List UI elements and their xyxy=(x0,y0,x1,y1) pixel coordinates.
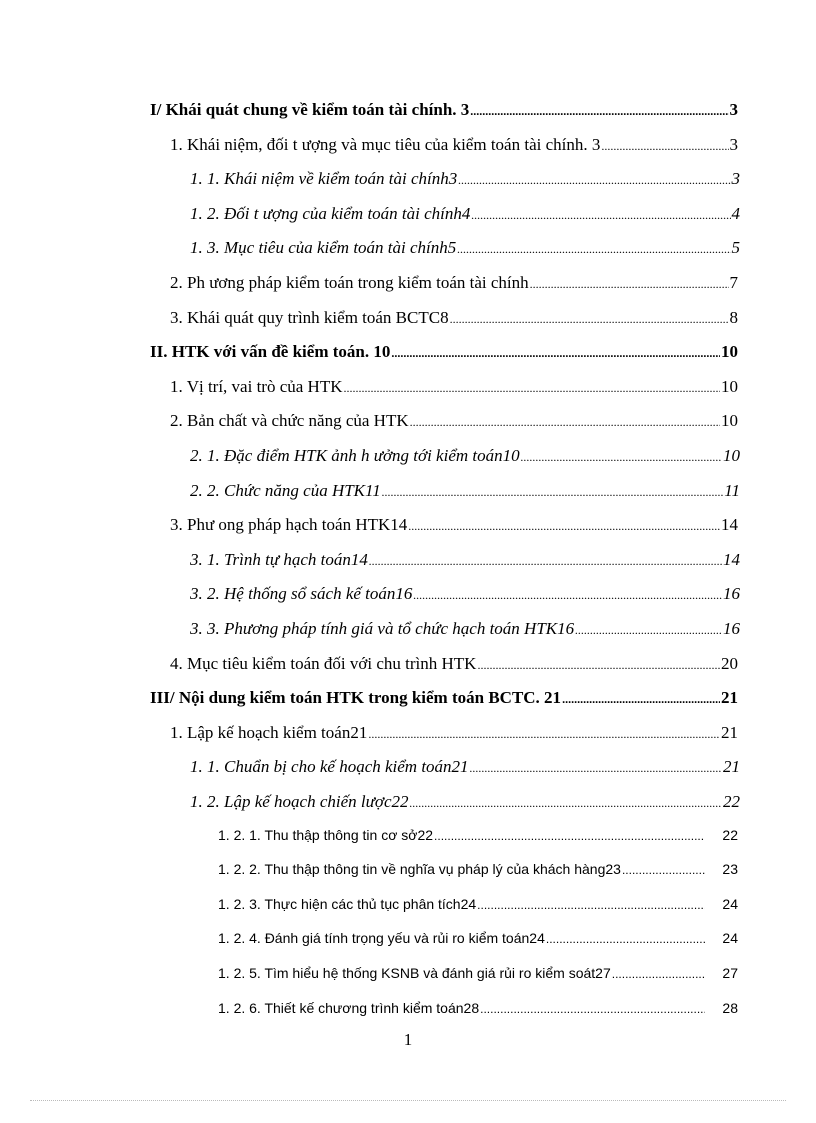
toc-entry-label: 1. 3. Mục tiêu của kiểm toán tài chính5 xyxy=(190,238,457,258)
toc-entry-label: I/ Khái quát chung về kiểm toán tài chính. 3 xyxy=(150,100,470,119)
toc-entry[interactable] xyxy=(170,308,738,328)
toc-entry[interactable] xyxy=(190,238,740,258)
toc-entry[interactable] xyxy=(190,584,740,604)
toc-entry-label: 1. Khái niệm, đối t ượng và mục tiêu của kiểm toán tài chính. 3 xyxy=(170,134,601,154)
toc-entry[interactable] xyxy=(170,273,738,293)
toc-dot-leader xyxy=(408,516,720,533)
toc-entry-label: 1. 2. 2. Thu thập thông tin về nghĩa vụ pháp lý của khách hàng23 xyxy=(218,861,621,878)
toc-entry-label: 3. 3. Phương pháp tính giá và tổ chức hạch toán HTK16 xyxy=(190,619,575,638)
toc-entry-page: 21 xyxy=(723,757,740,777)
toc-entry-page: 10 xyxy=(721,376,738,396)
toc-entry-label: 3. 1. Trình tự hạch toán14 xyxy=(190,549,368,569)
toc-entry-page: 14 xyxy=(723,549,740,569)
toc-entry-label: 1. 1. Khái niệm về kiểm toán tài chính3 xyxy=(190,169,458,189)
toc-dot-leader xyxy=(521,447,722,464)
toc-dot-leader xyxy=(450,309,729,326)
toc-entry[interactable] xyxy=(150,100,738,120)
toc-entry-label: 2. Bản chất và chức năng của HTK xyxy=(170,411,409,431)
toc-dot-leader xyxy=(546,931,706,945)
toc-entry[interactable] xyxy=(218,896,738,912)
toc-dot-leader xyxy=(562,689,720,706)
page-number: 1 xyxy=(403,1030,413,1049)
toc-entry[interactable] xyxy=(218,861,738,877)
toc-entry[interactable] xyxy=(190,169,740,189)
toc-entry[interactable] xyxy=(150,688,738,708)
toc-entry[interactable] xyxy=(150,342,738,362)
toc-entry[interactable] xyxy=(170,515,738,535)
toc-entry[interactable] xyxy=(190,757,740,777)
toc-entry-page: 22 xyxy=(723,792,740,811)
toc-entry-label: 1. 2. 5. Tìm hiểu hệ thống KSNB và đánh giá rủi ro kiểm soát27 xyxy=(218,965,611,981)
toc-entry-page: 27 xyxy=(722,965,738,981)
toc-entry-label: 1. 2. Lập kế hoạch chiến lược22 xyxy=(190,792,409,811)
toc-entry-page: 7 xyxy=(729,273,738,292)
toc-entry-page: 10 xyxy=(721,411,738,431)
toc-dot-leader xyxy=(410,412,720,429)
toc-entry[interactable] xyxy=(170,135,738,155)
toc-dot-leader xyxy=(458,170,730,187)
toc-dot-leader xyxy=(457,239,730,256)
toc-entry[interactable] xyxy=(218,930,738,946)
toc-dot-leader xyxy=(480,1001,705,1015)
toc-entry-label: 1. Vị trí, vai trò của HTK xyxy=(170,376,343,396)
toc-entry[interactable] xyxy=(190,446,740,466)
toc-entry-label: 1. Lập kế hoạch kiểm toán21 xyxy=(170,722,368,742)
toc-dot-leader xyxy=(343,378,720,395)
toc-entry-page: 8 xyxy=(729,307,738,327)
toc-dot-leader xyxy=(575,620,722,637)
toc-entry-label: II. HTK với vấn đề kiểm toán. 10 xyxy=(150,342,391,362)
toc-entry-label: 3. Phư ong pháp hạch toán HTK14 xyxy=(170,515,408,535)
toc-entry[interactable] xyxy=(170,411,738,431)
toc-dot-leader xyxy=(391,343,720,360)
toc-entry[interactable] xyxy=(170,723,738,743)
toc-entry-label: 1. 2. Đối t ượng của kiểm toán tài chính4 xyxy=(190,203,471,223)
toc-dot-leader xyxy=(530,274,729,291)
toc-entry[interactable] xyxy=(170,654,738,674)
toc-entry[interactable] xyxy=(218,965,738,981)
toc-entry-page: 21 xyxy=(721,688,738,708)
toc-entry-label: 1. 2. 3. Thực hiện các thủ tục phân tích24 xyxy=(218,895,477,912)
page-bottom-rule xyxy=(30,1100,786,1101)
toc-entry-label: 3. 2. Hệ thống sổ sách kế toán16 xyxy=(190,584,413,604)
toc-dot-leader xyxy=(601,136,728,153)
toc-entry-label: III/ Nội dung kiểm toán HTK trong kiểm toán BCTC. 21 xyxy=(150,688,562,708)
toc-entry-page: 11 xyxy=(724,480,740,500)
toc-dot-leader xyxy=(382,482,723,499)
toc-entry-label: 1. 2. 4. Đánh giá tính trọng yếu và rủi ro kiểm toán24 xyxy=(218,930,545,947)
toc-entry-page: 21 xyxy=(721,722,738,742)
toc-entry-page: 20 xyxy=(721,653,738,673)
toc-entry-page: 16 xyxy=(723,619,740,638)
toc-entry-page: 24 xyxy=(722,895,738,912)
toc-entry-page: 24 xyxy=(722,930,738,947)
toc-entry-page: 10 xyxy=(723,446,740,465)
toc-entry[interactable] xyxy=(218,827,738,843)
toc-dot-leader xyxy=(368,724,720,741)
toc-dot-leader xyxy=(413,585,722,602)
toc-entry-label: 1. 2. 1. Thu thập thông tin cơ sở22 xyxy=(218,826,434,843)
toc-entry-label: 4. Mục tiêu kiểm toán đối với chu trình HTK xyxy=(170,653,477,673)
toc-entry-page: 28 xyxy=(722,999,738,1016)
toc-dot-leader xyxy=(470,101,728,118)
toc-entry[interactable] xyxy=(190,792,740,812)
toc-dot-leader xyxy=(410,793,722,810)
toc-entry[interactable] xyxy=(190,550,740,570)
toc-entry-page: 22 xyxy=(722,826,738,843)
toc-entry[interactable] xyxy=(190,204,740,224)
toc-dot-leader xyxy=(369,551,722,568)
toc-entry-page: 3 xyxy=(729,134,738,154)
toc-entry-page: 3 xyxy=(729,100,738,119)
toc-entry-page: 4 xyxy=(731,203,740,223)
toc-entry[interactable] xyxy=(170,377,738,397)
toc-dot-leader xyxy=(612,966,706,980)
toc-entry-label: 1. 2. 6. Thiết kế chương trình kiểm toán28 xyxy=(218,999,480,1016)
toc-entry-page: 16 xyxy=(723,584,740,604)
toc-entry-label: 2. 1. Đặc điểm HTK ảnh h ưởng tới kiểm toán10 xyxy=(190,446,520,465)
toc-dot-leader xyxy=(434,828,705,842)
toc-entry-label: 3. Khái quát quy trình kiểm toán BCTC8 xyxy=(170,307,449,327)
toc-entry[interactable] xyxy=(190,619,740,639)
toc-dot-leader xyxy=(471,205,730,222)
toc-entry-label: 2. Ph ương pháp kiểm toán trong kiểm toán tài chính xyxy=(170,273,529,292)
toc-entry-label: 2. 2. Chức năng của HTK11 xyxy=(190,480,381,500)
toc-dot-leader xyxy=(477,655,720,672)
toc-entry-label: 1. 1. Chuẩn bị cho kế hoạch kiểm toán21 xyxy=(190,757,469,777)
toc-entry-page: 5 xyxy=(731,238,740,258)
toc-dot-leader xyxy=(470,758,722,775)
toc-entry-page: 23 xyxy=(722,861,738,878)
toc-entry[interactable] xyxy=(218,1000,738,1016)
toc-entry-page: 14 xyxy=(721,515,738,535)
toc-entry-page: 3 xyxy=(731,169,740,189)
toc-entry-page: 10 xyxy=(721,342,738,362)
toc-dot-leader xyxy=(477,897,705,911)
toc-entry[interactable] xyxy=(190,481,740,501)
toc-dot-leader xyxy=(622,862,705,876)
